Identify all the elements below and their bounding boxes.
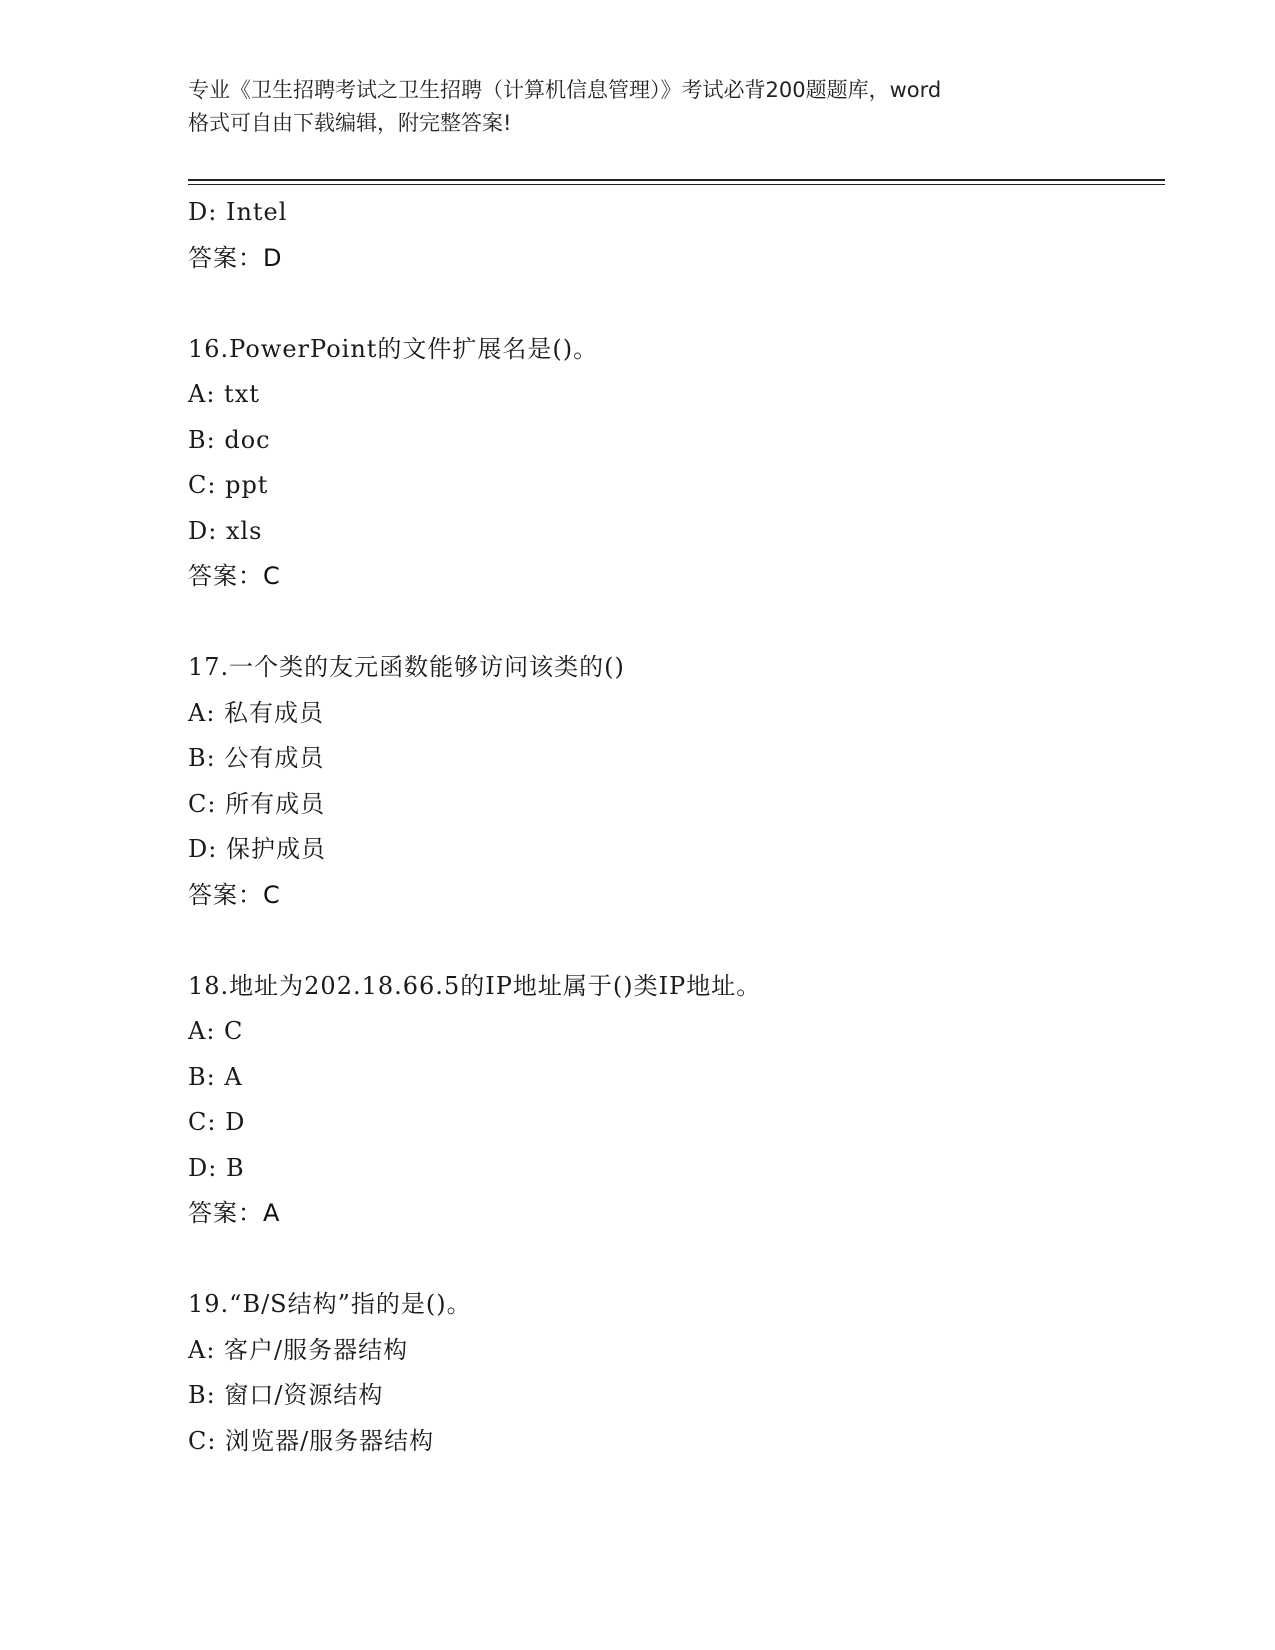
option-b: B: 窗口/资源结构 bbox=[188, 1381, 384, 1409]
option-c: C: 浏览器/服务器结构 bbox=[188, 1426, 435, 1455]
option-a: A: 客户/服务器结构 bbox=[188, 1335, 409, 1364]
spacer bbox=[188, 918, 1148, 964]
option-a: A: txt bbox=[188, 380, 260, 408]
answer: 答案：C bbox=[188, 880, 281, 909]
option-b: B: A bbox=[188, 1062, 243, 1091]
question-stem: 16.PowerPoint的文件扩展名是()。 bbox=[188, 334, 599, 363]
option-a: A: 私有成员 bbox=[188, 698, 325, 727]
question-stem: 17.一个类的友元函数能够访问该类的() bbox=[188, 653, 625, 681]
header-line-2: 格式可自由下载编辑，附完整答案! bbox=[188, 111, 512, 135]
spacer bbox=[188, 1237, 1148, 1283]
question-stem: 18.地址为202.18.66.5的IP地址属于()类IP地址。 bbox=[188, 971, 762, 1000]
option-c: C: D bbox=[188, 1108, 246, 1136]
option-c: C: ppt bbox=[188, 471, 269, 499]
option-d: D: xls bbox=[188, 516, 263, 545]
option-b: B: doc bbox=[188, 425, 271, 454]
option-d: D: 保护成员 bbox=[188, 835, 326, 863]
prev-answer: 答案：D bbox=[188, 243, 283, 272]
header-divider-thick bbox=[188, 179, 1165, 181]
spacer bbox=[188, 600, 1148, 646]
spacer bbox=[188, 281, 1148, 327]
option-c: C: 所有成员 bbox=[188, 789, 326, 818]
header-divider-thin bbox=[188, 184, 1165, 185]
question-stem: 19.“B/S结构”指的是()。 bbox=[188, 1290, 472, 1318]
question-17 bbox=[188, 645, 1148, 918]
document-header bbox=[188, 74, 1088, 140]
option-d: D: B bbox=[188, 1153, 245, 1182]
option-b: B: 公有成员 bbox=[188, 744, 325, 772]
header-line-1: 专业《卫生招聘考试之卫生招聘（计算机信息管理）》考试必背200题题库，word bbox=[188, 78, 942, 102]
answer: 答案：A bbox=[188, 1199, 281, 1227]
prev-option-d: D: Intel bbox=[188, 198, 288, 226]
answer: 答案：C bbox=[188, 562, 281, 590]
question-18 bbox=[188, 964, 1148, 1237]
question-16 bbox=[188, 327, 1148, 600]
option-a: A: C bbox=[188, 1017, 244, 1045]
question-list bbox=[188, 190, 1148, 1464]
question-19 bbox=[188, 1282, 1148, 1464]
